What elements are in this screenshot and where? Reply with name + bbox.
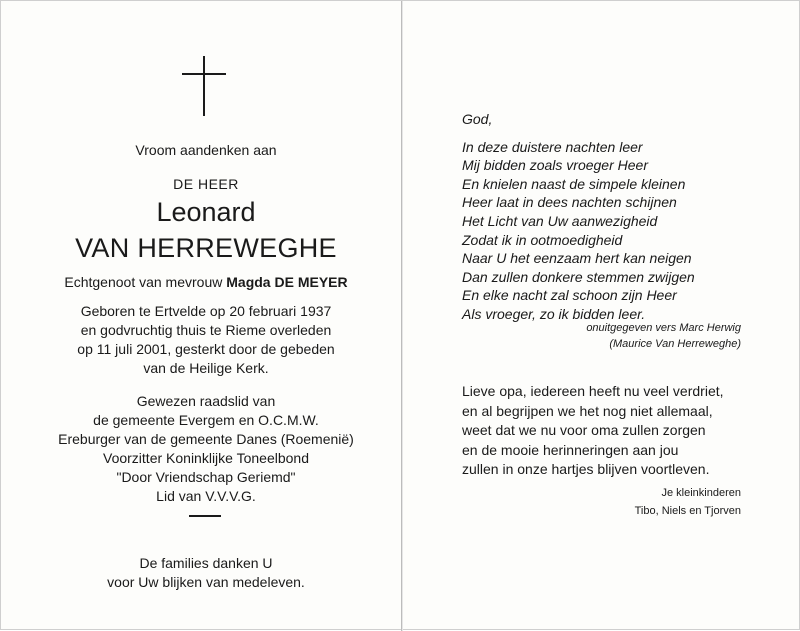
credit-line: onuitgegeven vers Marc Herwig [586,322,741,334]
mandate-line: Voorzitter Koninklijke Toneelbond [103,450,309,466]
poem-line: Dan zullen donkere stemmen zwijgen [462,268,695,285]
signature-line: Tibo, Niels en Tjorven [634,505,741,517]
message-line: weet dat we nu voor oma zullen zorgen [462,422,706,438]
divider [189,515,221,517]
poem-line: In deze duistere nachten leer [462,138,643,155]
mandate-line: Ereburger van de gemeente Danes (Roemenië) [58,431,354,447]
poem-line: Als vroeger, zo ik bidden leer. [462,305,646,322]
left-panel [1,1,402,631]
biography [1,302,411,378]
poem-credit [586,320,741,352]
spouse-name: Magda DE MEYER [226,274,348,290]
bio-line: en godvruchtig thuis te Rieme overleden [80,322,332,338]
last-name: VAN HERREWEGHE [75,233,337,263]
thanks-line: voor Uw blijken van medeleven. [107,574,305,590]
poem-line: Heer laat in dees nachten schijnen [462,194,677,211]
poem [462,110,782,324]
poem-line: Mij bidden zoals vroeger Heer [462,157,648,174]
cross-icon [182,56,226,116]
remembrance-line: Vroom aandenken aan [135,142,277,158]
poem-greeting: God, [462,111,493,127]
message-line: en al begrijpen we het nog niet allemaal, [462,402,713,419]
mandate-line: Lid van V.V.V.G. [156,488,256,504]
message-line: Lieve opa, iedereen heeft nu veel verdriet, [462,383,724,399]
honorific: DE HEER [173,176,239,192]
mandate-line: Gewezen raadslid van [136,393,276,409]
poem-line: Zodat ik in ootmoedigheid [462,231,623,248]
message-line: zullen in onze hartjes blijven voortleven. [462,461,710,477]
first-name: Leonard [156,197,256,227]
bio-line: op 11 juli 2001, gesterkt door de gebeden [77,341,335,357]
bio-line: Geboren te Ertvelde op 20 februari 1937 [80,303,332,319]
mandates [1,392,411,506]
bio-line: van de Heilige Kerk. [143,360,269,376]
poem-line: Naar U het eenzaam hert kan neigen [462,250,692,267]
poem-line: En elke nacht zal schoon zijn Heer [462,287,677,304]
signature-line: Je kleinkinderen [661,487,741,499]
signature [635,484,741,520]
poem-line: En knielen naast de simpele kleinen [462,175,686,192]
mandate-line: de gemeente Evergem en O.C.M.W. [93,412,319,428]
message-line: en de mooie herinneringen aan jou [462,441,679,458]
spouse-prefix: Echtgenoot van mevrouw [64,274,223,290]
spouse-line [1,274,411,290]
thanks-line: De families danken U [139,555,273,571]
thanks [1,554,411,592]
credit-line: (Maurice Van Herreweghe) [609,338,741,350]
grandchildren-message [462,382,782,480]
poem-line: Het Licht van Uw aanwezigheid [462,212,658,229]
mandate-line: "Door Vriendschap Geriemd" [116,469,296,485]
